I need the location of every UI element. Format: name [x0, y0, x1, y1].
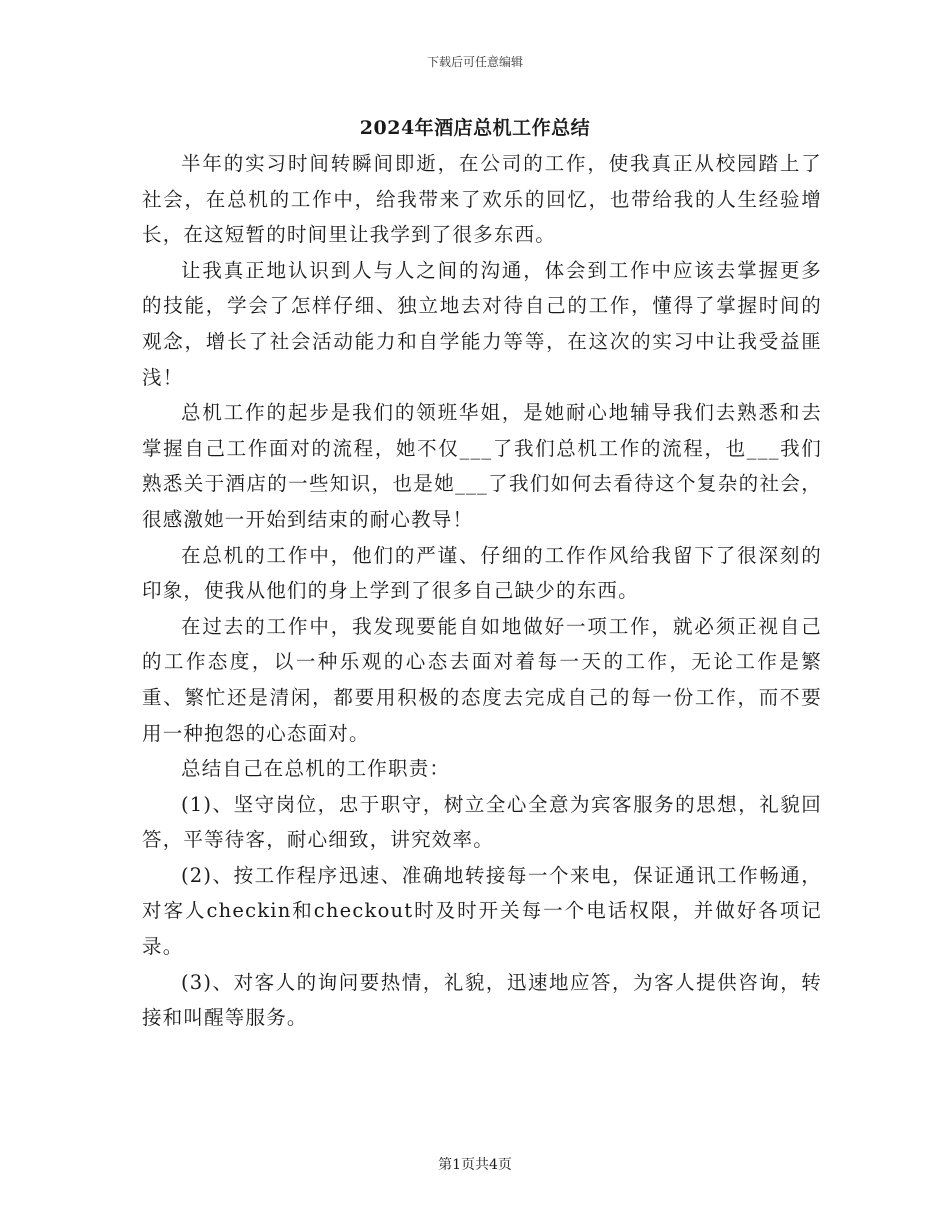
paragraph-communication: 让我真正地认识到人与人之间的沟通，体会到工作中应该去掌握更多的技能，学会了怎样仔细、独立地去对待自己的工作，懂得了掌握时间的观念，增长了社会活动能力和自学能力等等，在这次的实习中让我受益匪浅！	[142, 258, 822, 389]
paragraph-duties-heading: 总结自己在总机的工作职责：	[181, 757, 451, 781]
document-body	[142, 146, 822, 1036]
page-header-note: 下载后可任意编辑	[426, 55, 523, 69]
paragraph-duty-3: (3)、对客人的询问要热情，礼貌，迅速地应答，为客人提供咨询，转接和叫醒等服务。	[142, 970, 822, 1030]
document-title: 2024年酒店总机工作总结	[359, 117, 591, 139]
paragraph-duty-1: (1)、坚守岗位，忠于职守，树立全心全意为宾客服务的思想，礼貌回答，平等待客，耐心细致，讲究效率。	[142, 792, 822, 852]
paragraph-colleagues: 在总机的工作中，他们的严谨、仔细的工作作风给我留下了很深刻的印象，使我从他们的身上学到了很多自己缺少的东西。	[142, 543, 822, 603]
paragraph-attitude: 在过去的工作中，我发现要能自如地做好一项工作，就必须正视自己的工作态度，以一种乐观的心态去面对着每一天的工作，无论工作是繁重、繁忙还是清闲，都要用积极的态度去完成自己的每一份工作，而不要用一种抱怨的心态面对。	[142, 614, 822, 745]
paragraph-supervisor: 总机工作的起步是我们的领班华姐，是她耐心地辅导我们去熟悉和去掌握自己工作面对的流程，她不仅___了我们总机工作的流程，也___我们熟悉关于酒店的一些知识，也是她___了我们如何去看待这个复杂的社会，很感激她一开始到结束的耐心教导！	[142, 401, 822, 531]
paragraph-duty-2: (2)、按工作程序迅速、准确地转接每一个来电，保证通讯工作畅通，对客人checkin和checkout时及时开关每一个电话权限，并做好各项记录。	[142, 863, 822, 959]
paragraph-intro: 半年的实习时间转瞬间即逝，在公司的工作，使我真正从校园踏上了社会，在总机的工作中，给我带来了欢乐的回忆，也带给我的人生经验增长，在这短暂的时间里让我学到了很多东西。	[142, 152, 822, 247]
page-number: 第1页共4页	[438, 1157, 512, 1173]
